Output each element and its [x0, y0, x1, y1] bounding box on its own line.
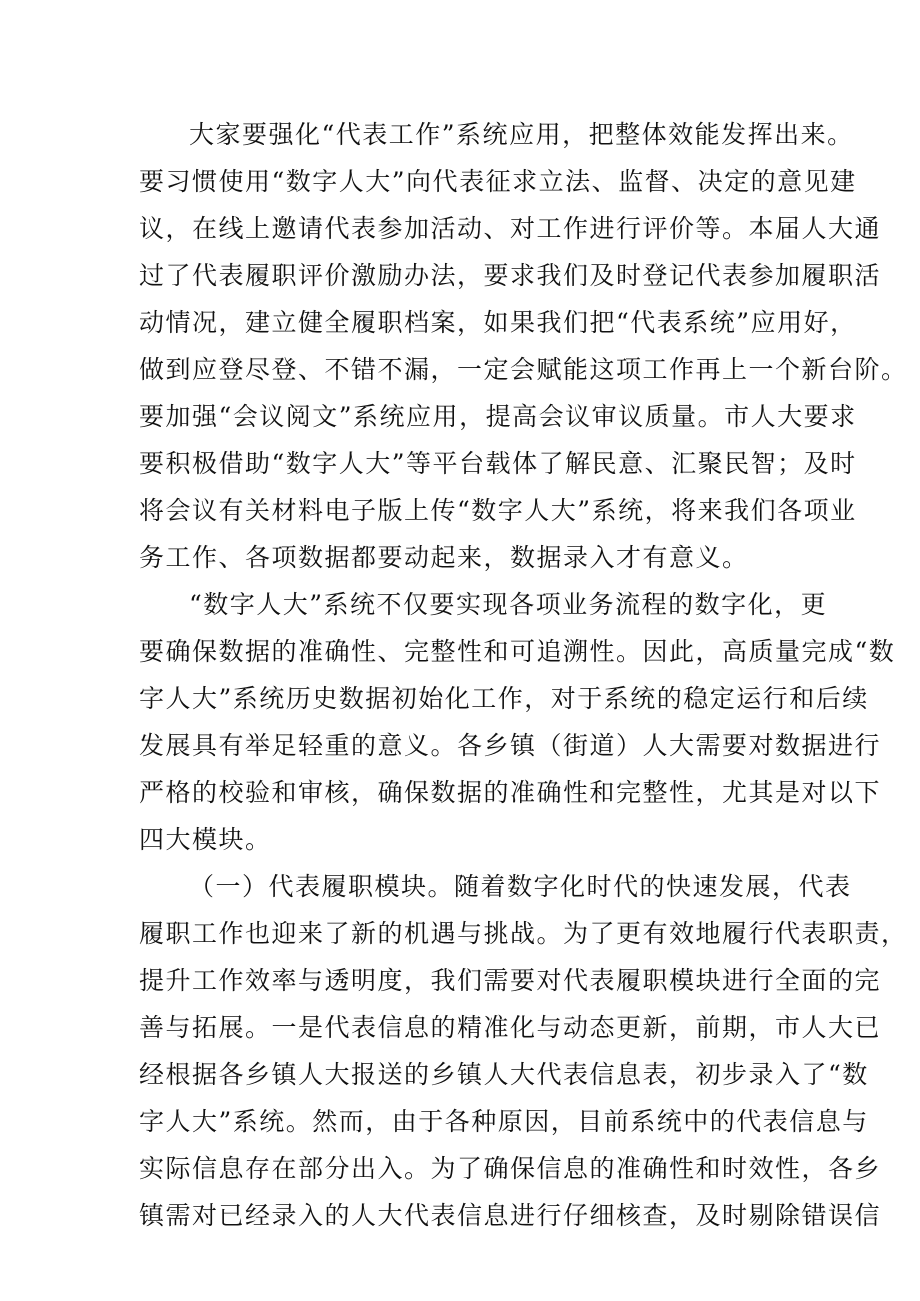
text-line: 字人大”系统历史数据初始化工作，对于系统的稳定运行和后续: [139, 684, 869, 713]
text-line: 经根据各乡镇人大报送的乡镇人大代表信息表，初步录入了“数: [139, 1060, 869, 1089]
text-line: 议，在线上邀请代表参加活动、对工作进行评价等。本届人大通: [139, 214, 882, 243]
document-body: [139, 111, 908, 1239]
text-line: 实际信息存在部分出入。为了确保信息的准确性和时效性，各乡: [139, 1154, 882, 1183]
text-line: 要积极借助“数字人大”等平台载体了解民意、汇聚民智；及时: [139, 449, 857, 478]
text-line: 动情况，建立健全履职档案，如果我们把“代表系统”应用好，: [139, 308, 857, 337]
text-line: 四大模块。: [139, 825, 272, 854]
text-line: 提升工作效率与透明度，我们需要对代表履职模块进行全面的完: [139, 966, 882, 995]
text-line: “数字人大”系统不仅要实现各项业务流程的数字化，更: [189, 590, 828, 619]
text-line: 将会议有关材料电子版上传“数字人大”系统，将来我们各项业: [139, 496, 857, 525]
text-line: 大家要强化“代表工作”系统应用，把整体效能发挥出来。: [189, 120, 854, 149]
text-line: 履职工作也迎来了新的机遇与挑战。为了更有效地履行代表职责，: [139, 919, 908, 948]
text-line: 要确保数据的准确性、完整性和可追溯性。因此，高质量完成“数: [139, 637, 896, 666]
text-line: 善与拓展。一是代表信息的精准化与动态更新，前期，市人大已: [139, 1013, 882, 1042]
text-line: 要习惯使用“数字人大”向代表征求立法、监督、决定的意见建: [139, 167, 857, 196]
text-line: 字人大”系统。然而，由于各种原因，目前系统中的代表信息与: [139, 1107, 869, 1136]
paragraph-1: [139, 111, 908, 581]
text-line: 发展具有举足轻重的意义。各乡镇（街道）人大需要对数据进行: [139, 731, 882, 760]
text-line: 要加强“会议阅文”系统应用，提高会议审议质量。市人大要求: [139, 402, 857, 431]
text-line: 过了代表履职评价激励办法，要求我们及时登记代表参加履职活: [139, 261, 882, 290]
text-line: 镇需对已经录入的人大代表信息进行仔细核查，及时剔除错误信: [139, 1201, 882, 1230]
paragraph-3: [139, 863, 908, 1239]
text-line: 务工作、各项数据都要动起来，数据录入才有意义。: [139, 543, 749, 572]
text-line: 严格的校验和审核，确保数据的准确性和完整性，尤其是对以下: [139, 778, 882, 807]
text-line: 做到应登尽登、不错不漏，一定会赋能这项工作再上一个新台阶。: [139, 355, 908, 384]
text-line: （一）代表履职模块。随着数字化时代的快速发展，代表: [189, 872, 852, 901]
paragraph-2: [139, 581, 896, 863]
